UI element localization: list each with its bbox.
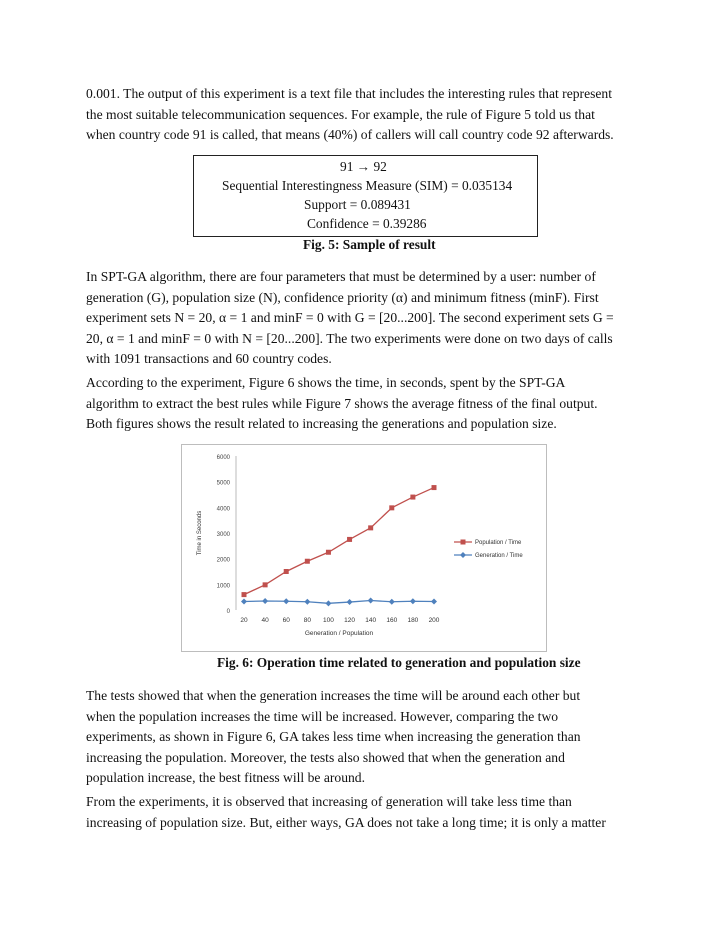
- data-point: [432, 485, 437, 490]
- data-point: [242, 592, 247, 597]
- text-line: when the population increases the time will be increased. However, comparing the two: [86, 708, 559, 724]
- legend-label: Generation / Time: [475, 553, 523, 559]
- fig5-rule: 91 → 92: [340, 159, 387, 174]
- fig6-caption: Fig. 6: Operation time related to generation and population size: [217, 655, 581, 670]
- text-line: population increase, the best fitness will be around.: [86, 770, 365, 785]
- y-axis-label: Time in Seconds: [197, 510, 203, 556]
- y-tick-label: 5000: [216, 480, 230, 487]
- data-point: [347, 537, 352, 542]
- legend-marker: [460, 552, 466, 558]
- fig5-confidence: Confidence = 0.39286: [307, 216, 427, 231]
- fig5-caption: Fig. 5: Sample of result: [303, 237, 436, 252]
- data-point: [284, 569, 289, 574]
- text-line: increasing of population size. But, either ways, GA does not take a long time; it is only a matter: [86, 814, 606, 830]
- data-point: [347, 599, 353, 605]
- x-tick-label: 80: [303, 617, 311, 624]
- x-axis-label: Generation / Population: [304, 630, 374, 637]
- data-point: [410, 495, 415, 500]
- y-tick-label: 0: [226, 609, 230, 615]
- text-line: The tests showed that when the generation increases the time will be around each other but: [86, 688, 581, 703]
- paragraph-4: [86, 686, 646, 789]
- data-point: [241, 599, 247, 605]
- y-tick-label: 6000: [216, 455, 230, 461]
- x-tick-label: 180: [407, 617, 419, 624]
- text-line: when country code 91 is called, that means (40%) of callers will call country code 92 afterwards.: [86, 127, 614, 142]
- text-line: experiment sets N = 20, α = 1 and minF = 0 with G = [20...200]. The second experiment sets G =: [86, 310, 614, 325]
- paragraph-5: [86, 792, 646, 833]
- text-line: the most suitable telecommunication sequences. For example, the rule of Figure 5 told us that: [86, 106, 595, 122]
- data-point: [326, 550, 331, 555]
- text-line: Both figures shows the result related to increasing the generations and population size.: [86, 416, 557, 431]
- x-tick-label: 60: [282, 617, 290, 624]
- series-line: [244, 488, 434, 595]
- text-line: experiments, as shown in Figure 6, GA takes less time when increasing the generation than: [86, 729, 581, 744]
- fig5-support: Support = 0.089431: [304, 197, 411, 212]
- y-tick-label: 2000: [216, 557, 230, 564]
- fig5-result-box: [193, 155, 538, 237]
- y-tick-label: 3000: [216, 532, 230, 538]
- data-point: [410, 598, 416, 604]
- x-tick-label: 120: [344, 617, 355, 624]
- data-point: [304, 599, 310, 605]
- x-tick-label: 200: [428, 617, 440, 624]
- text-line: with 1091 transactions and 60 country codes.: [86, 351, 332, 366]
- data-point: [368, 525, 373, 530]
- x-tick-label: 40: [261, 617, 269, 624]
- text-line: increasing the population. Moreover, the tests also showed that when the generation and: [86, 749, 565, 765]
- legend-marker: [461, 540, 466, 545]
- y-tick-label: 4000: [216, 506, 230, 513]
- x-tick-label: 140: [365, 617, 377, 624]
- data-point: [325, 600, 331, 606]
- text-line: algorithm to extract the best rules while Figure 7 shows the average fitness of the final output.: [86, 395, 598, 411]
- text-line: In SPT-GA algorithm, there are four parameters that must be determined by a user: number of: [86, 269, 596, 284]
- data-point: [305, 559, 310, 564]
- y-tick-label: 1000: [216, 583, 230, 590]
- text-line: From the experiments, it is observed that increasing of generation will take less time than: [86, 794, 572, 809]
- data-point: [431, 599, 437, 605]
- data-point: [389, 599, 395, 605]
- fig6-line-chart: [182, 445, 546, 651]
- fig6-chart-frame: [181, 444, 547, 652]
- paragraph-2: [86, 267, 646, 370]
- data-point: [368, 598, 374, 604]
- text-line: According to the experiment, Figure 6 shows the time, in seconds, spent by the SPT-GA: [86, 375, 566, 390]
- data-point: [283, 598, 289, 604]
- paragraph-3: [86, 373, 646, 435]
- data-point: [263, 582, 268, 587]
- legend-label: Population / Time: [475, 540, 522, 546]
- data-point: [262, 598, 268, 604]
- x-tick-label: 20: [240, 617, 248, 624]
- text-line: 0.001. The output of this experiment is a text file that includes the interesting rules that represent: [86, 86, 612, 101]
- series-line: [244, 601, 434, 604]
- text-line: generation (G), population size (N), confidence priority (α) and minimum fitness (minF). First: [86, 289, 599, 305]
- text-line: 20, α = 1 and minF = 0 with N = [20...200]. The two experiments were done on two days of calls: [86, 330, 613, 346]
- x-tick-label: 160: [386, 617, 398, 624]
- x-tick-label: 100: [323, 617, 334, 624]
- fig5-sim: Sequential Interestingness Measure (SIM) = 0.035134: [222, 178, 513, 193]
- paragraph-1: [86, 84, 646, 146]
- data-point: [389, 505, 394, 510]
